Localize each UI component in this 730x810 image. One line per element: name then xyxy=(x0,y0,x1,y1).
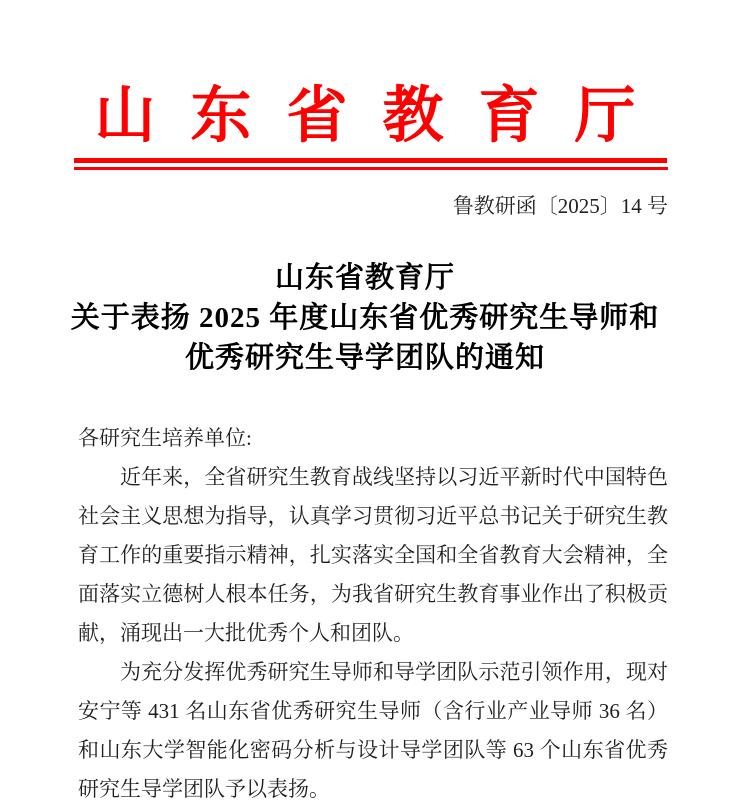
text-line: 社会主义思想为指导，认真学习贯彻习近平总书记关于研究生教 xyxy=(78,504,668,528)
title-line-3: 优秀研究生导学团队的通知 xyxy=(184,342,545,374)
document-title xyxy=(0,258,730,378)
letterhead-rule-thick xyxy=(74,158,667,163)
title-line-2: 关于表扬 2025 年度山东省优秀研究生导师和 xyxy=(70,302,660,334)
text-line: 和山东大学智能化密码分析与设计导学团队等 63 个山东省优秀 xyxy=(78,738,668,762)
text-line: 为充分发挥优秀研究生导师和导学团队示范引领作用，现对 xyxy=(120,660,668,684)
agency-letterhead: 山东省教育厅 xyxy=(94,83,671,150)
text-line: 近年来，全省研究生教育战线坚持以习近平新时代中国特色 xyxy=(120,465,668,489)
document-body xyxy=(78,419,668,809)
letterhead-rule-thin xyxy=(74,167,668,170)
salutation: 各研究生培养单位: xyxy=(78,426,252,450)
body-paragraph xyxy=(78,653,668,809)
text-line: 研究生导学团队予以表扬。 xyxy=(78,777,330,801)
body-paragraph xyxy=(78,458,668,653)
text-line: 安宁等 431 名山东省优秀研究生导师（含行业产业导师 36 名） xyxy=(78,699,668,723)
doc-number: 鲁教研函〔2025〕14 号 xyxy=(452,194,668,218)
text-line: 面落实立德树人根本任务，为我省研究生教育事业作出了积极贡 xyxy=(78,582,668,606)
paragraphs-container xyxy=(78,458,668,809)
text-line: 献，涌现出一大批优秀个人和团队。 xyxy=(78,621,414,645)
title-line-1: 山东省教育厅 xyxy=(274,262,455,294)
text-line: 育工作的重要指示精神，扎实落实全国和全省教育大会精神，全 xyxy=(78,543,668,567)
